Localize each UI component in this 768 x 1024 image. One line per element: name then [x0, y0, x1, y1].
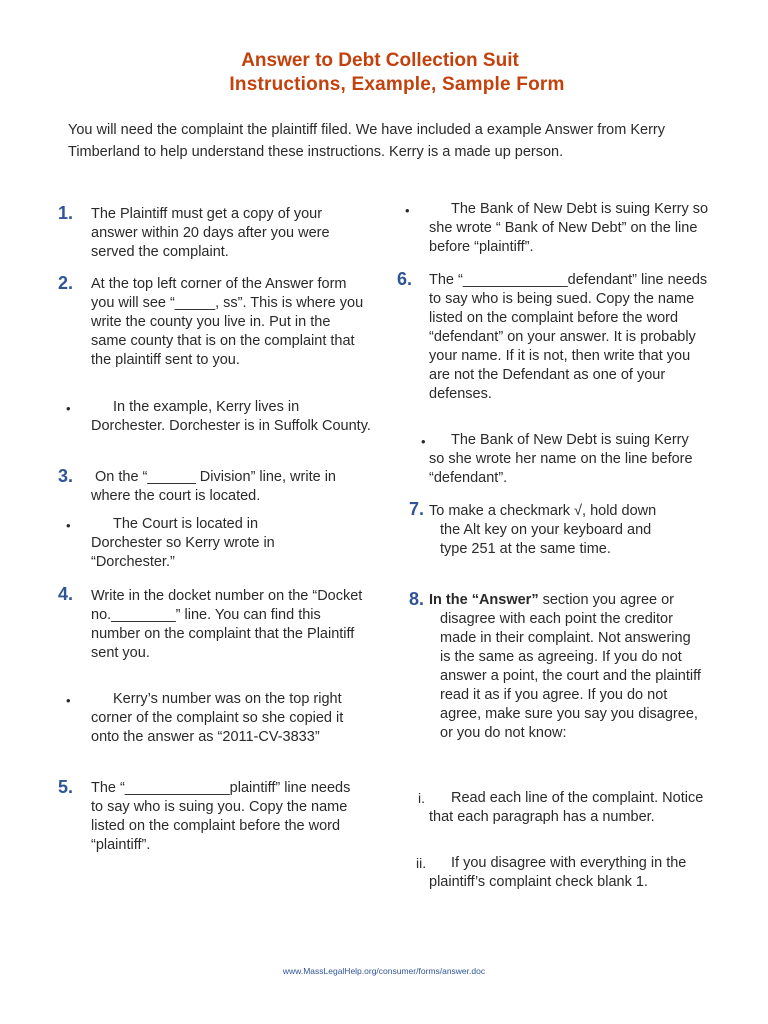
page-title: Answer to Debt Collection Suit — [241, 50, 519, 71]
step-1-text: The Plaintiff must get a copy of your answer within 20 days after you were served the complaint. — [91, 206, 330, 260]
step-2-example: In the example, Kerry lives in Dorchester. Dorchester is in Suffolk County. — [91, 399, 371, 434]
step-2-text: At the top left corner of the Answer form you will see “_____, ss”. This is where you write the county you live in. Put in the same county that is on the complaint that the plaintiff sent to you. — [91, 276, 364, 368]
bullet-icon: • — [66, 401, 71, 416]
step-3-text: On the “______ Division” line, write in where the court is located. — [91, 469, 336, 504]
sub-step-i-text: Read each line of the complaint. Notice that each paragraph has a number. — [429, 790, 704, 825]
page-subtitle: Instructions, Example, Sample Form — [229, 74, 565, 95]
intro-paragraph: You will need the complaint the plaintiff filed. We have included a example Answer from Kerry Timberland to help understand these instructions. Kerry is a made up person. — [68, 122, 665, 160]
bullet-icon: • — [405, 203, 410, 218]
step-number-3: 3. — [58, 466, 74, 486]
step-number-1: 1. — [58, 203, 74, 223]
step-6-example: The Bank of New Debt is suing Kerry so she wrote her name on the line before “defendant”. — [429, 432, 693, 486]
step-8-bold-label: In the “Answer” — [429, 592, 539, 608]
step-7-text: To make a checkmark √, hold down the Alt key on your keyboard and type 251 at the same time. — [429, 503, 657, 557]
step-number-4: 4. — [58, 584, 74, 604]
step-number-8: 8. — [409, 589, 425, 609]
bullet-icon: • — [421, 434, 426, 449]
step-number-7: 7. — [409, 499, 425, 519]
step-number-2: 2. — [58, 273, 74, 293]
step-8-text — [429, 591, 702, 743]
roman-numeral-i: i. — [418, 790, 425, 806]
step-4-example: Kerry’s number was on the top right corner of the complaint so she copied it onto the answer as “2011-CV-3833” — [91, 691, 344, 745]
step-5-text: The “_____________plaintiff” line needs to say who is suing you. Copy the name listed on the complaint before the word “plaintiff”. — [91, 780, 351, 853]
step-number-5: 5. — [58, 777, 74, 797]
step-6-text: The “_____________defendant” line needs to say who is being sued. Copy the name listed on the complaint before the word “defendant” on your answer. It is probably your name. If it is not, then write that you are not the Defendant as one of your defenses. — [429, 272, 708, 402]
step-3-example: The Court is located in Dorchester so Kerry wrote in “Dorchester.” — [91, 516, 275, 570]
step-8-body: section you agree or disagree with each point the creditor made in their complaint. Not answering is the same as agreeing. If you do not answer a point, the court and the plaintiff read it as if you agree. If you do not agree, make sure you say you disagree, or you do not know: — [440, 592, 701, 741]
step-5-example: The Bank of New Debt is suing Kerry so she wrote “ Bank of New Debt” on the line before “plaintiff”. — [429, 201, 709, 255]
sub-step-ii-text: If you disagree with everything in the plaintiff’s complaint check blank 1. — [429, 855, 687, 890]
bullet-icon: • — [66, 518, 71, 533]
step-4-text: Write in the docket number on the “Docket no.________” line. You can find this number on the complaint that the Plaintiff sent you. — [91, 588, 363, 661]
bullet-icon: • — [66, 693, 71, 708]
step-number-6: 6. — [397, 269, 413, 289]
roman-numeral-ii: ii. — [416, 855, 427, 871]
footer-url: www.MassLegalHelp.org/consumer/forms/answer.doc — [282, 966, 486, 976]
